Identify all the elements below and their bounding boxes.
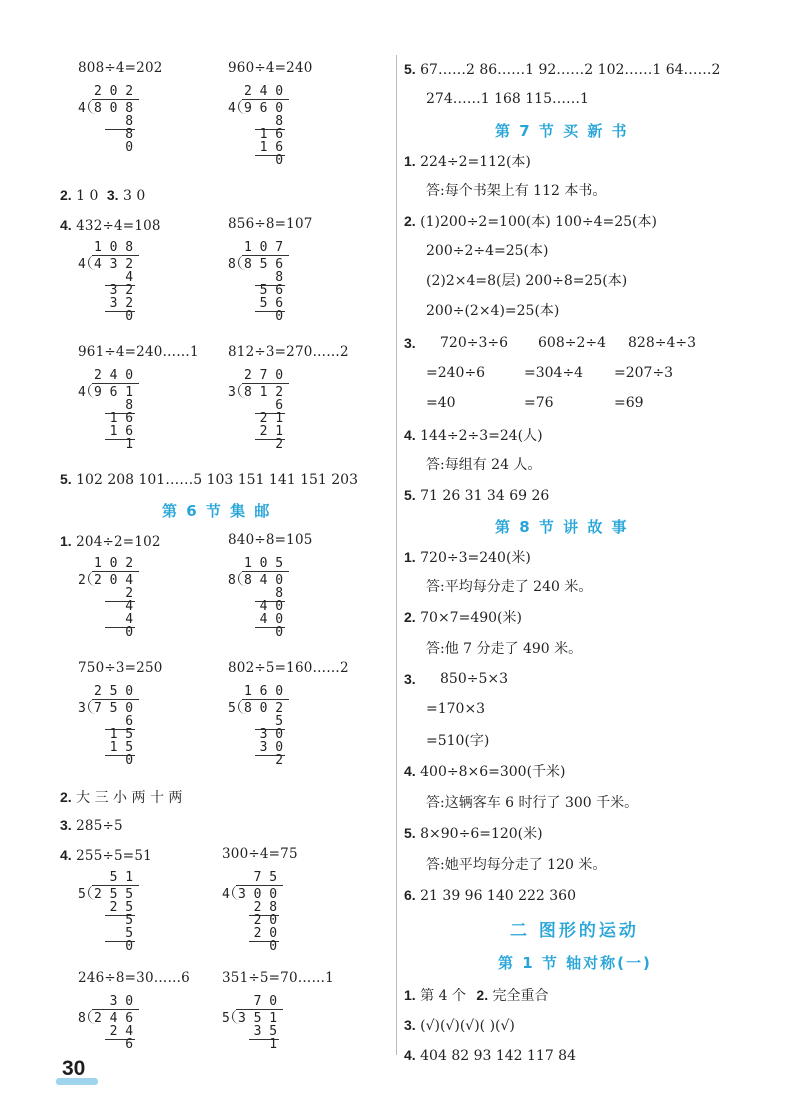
answer-sentence: 答:平均每分走了 240 米。	[426, 579, 593, 595]
equation: 224÷2=112(本)	[420, 154, 531, 170]
equation: 856÷8=107	[228, 216, 313, 232]
equation: 850÷5×3	[440, 671, 508, 687]
ld-step: 2 4	[109, 1024, 134, 1039]
answer-text: 404 82 93 142 117 84	[420, 1048, 576, 1064]
answer-item	[404, 608, 522, 627]
equation: 750÷3=250	[78, 660, 163, 676]
answer-item	[404, 548, 531, 567]
answer-item	[60, 532, 161, 551]
item-number: 4.	[60, 847, 72, 863]
equation: 608÷2÷4	[538, 335, 606, 351]
ld-step: 4 0	[259, 599, 284, 614]
ld-step: 5	[275, 714, 284, 729]
ld-step: 8	[275, 270, 284, 285]
ld-step: 1 6	[109, 411, 134, 426]
ld-dividend: 8 4 0	[244, 573, 284, 588]
ld-step: 1	[125, 437, 134, 452]
item-number: 2.	[404, 609, 416, 625]
ld-quotient: 2 7 0	[244, 368, 284, 383]
answer-item	[404, 152, 531, 171]
item-number: 1.	[404, 987, 416, 1003]
ld-top-bar	[236, 1009, 283, 1010]
answer-item	[404, 60, 720, 79]
item-number: 5.	[404, 61, 416, 77]
ld-quotient: 7 0	[253, 994, 278, 1009]
ld-divisor: 4	[222, 887, 230, 902]
ld-dividend: 7 5 0	[94, 701, 134, 716]
answer-text: 大 三 小 两 十 两	[76, 790, 183, 806]
ld-step: 0	[125, 140, 134, 155]
ld-step: 5 6	[259, 296, 284, 311]
column-divider	[396, 55, 397, 1055]
ld-top-bar	[242, 383, 289, 384]
answer-text: 1 0	[76, 188, 99, 204]
equation: 200÷2÷4=25(本)	[426, 243, 549, 259]
equation: 828÷4÷3	[628, 335, 696, 351]
item-number: 5.	[404, 487, 416, 503]
equation: =170×3	[426, 701, 486, 717]
item-number: 3.	[404, 671, 416, 687]
ld-dividend: 9 6 0	[244, 101, 284, 116]
ld-step: 5 6	[259, 283, 284, 298]
ld-top-bar	[242, 699, 289, 700]
ld-step: 8	[125, 114, 134, 129]
equation: 960÷4=240	[228, 60, 313, 76]
ld-dividend: 8 0 8	[94, 101, 134, 116]
ld-step: 6	[125, 1037, 134, 1052]
ld-step: 4	[125, 270, 134, 285]
answer-item	[60, 788, 182, 807]
equation: =76	[524, 395, 554, 411]
equation: (1)200÷2=100(本) 100÷4=25(本)	[420, 214, 657, 230]
answer-sentence: 答:每个书架上有 112 本书。	[426, 183, 607, 199]
item-number: 2.	[476, 987, 489, 1003]
ld-step: 5	[125, 926, 134, 941]
equation: 961÷4=240……1	[78, 344, 199, 360]
ld-top-bar	[236, 885, 283, 886]
ld-step: 8	[275, 114, 284, 129]
ld-step: 0	[125, 939, 134, 954]
item-number: 1.	[60, 533, 72, 549]
equation: 808÷4=202	[78, 60, 163, 76]
item-number: 4.	[404, 427, 416, 443]
item-number: 4.	[404, 763, 416, 779]
equation: 300÷4=75	[222, 846, 298, 862]
item-number: 2.	[404, 213, 416, 229]
item-number: 3.	[404, 335, 416, 351]
ld-quotient: 2 4 0	[244, 84, 284, 99]
ld-step: 4	[125, 612, 134, 627]
answer-item	[404, 212, 657, 231]
answer-item	[404, 486, 549, 505]
answer-item	[404, 762, 566, 781]
ld-dividend: 8 0 2	[244, 701, 284, 716]
ld-step: 0	[125, 753, 134, 768]
section-title: 第 8 节 讲 故 事	[495, 518, 629, 536]
ld-divisor: 4	[228, 101, 236, 116]
ld-divisor: 8	[228, 573, 236, 588]
ld-quotient: 1 0 7	[244, 240, 284, 255]
answer-item	[60, 846, 152, 865]
ld-step: 2 5	[109, 900, 134, 915]
ld-dividend: 2 4 6	[94, 1011, 134, 1026]
section-title: 第 7 节 买 新 书	[495, 122, 629, 140]
ld-step: 1	[269, 1037, 278, 1052]
ld-top-bar	[92, 99, 139, 100]
item-number: 2.	[60, 187, 72, 203]
ld-top-bar	[92, 571, 139, 572]
section-title: 第 1 节 轴对称(一)	[498, 954, 652, 972]
item-number: 3.	[404, 1017, 416, 1033]
ld-quotient: 2 4 0	[94, 368, 134, 383]
ld-divisor: 5	[228, 701, 236, 716]
ld-step: 4 0	[259, 612, 284, 627]
item-number: 2.	[60, 789, 72, 805]
answer-item	[60, 816, 123, 835]
ld-step: 2	[275, 437, 284, 452]
equation: 400÷8×6=300(千米)	[420, 764, 566, 780]
ld-step: 1 5	[109, 727, 134, 742]
ld-divisor: 8	[78, 1011, 86, 1026]
answer-item	[404, 986, 549, 1005]
unit-title: 二 图形的运动	[510, 921, 639, 941]
answer-text: 3 0	[123, 188, 146, 204]
ld-step: 5	[125, 913, 134, 928]
equation: 204÷2=102	[76, 534, 161, 550]
ld-step: 3 2	[109, 283, 134, 298]
answer-text: 71 26 31 34 69 26	[420, 488, 550, 504]
ld-dividend: 9 6 1	[94, 385, 134, 400]
ld-dividend: 8 5 6	[244, 257, 284, 272]
section-title: 第 6 节 集 邮	[162, 502, 272, 520]
equation: 255÷5=51	[76, 848, 152, 864]
ld-top-bar	[92, 699, 139, 700]
ld-top-bar	[92, 885, 139, 886]
item-number: 4.	[404, 1047, 416, 1063]
equation: 246÷8=30……6	[78, 970, 190, 986]
answer-item	[404, 886, 576, 905]
answer-text: 完全重合	[492, 988, 549, 1004]
answer-text: 274……1 168 115……1	[426, 91, 589, 107]
ld-step: 0	[269, 939, 278, 954]
ld-divisor: 3	[78, 701, 86, 716]
item-number: 3.	[106, 187, 119, 203]
ld-step: 8	[275, 586, 284, 601]
ld-step: 8	[125, 127, 134, 142]
equation: 200÷(2×4)=25(本)	[426, 303, 560, 319]
ld-step: 2	[275, 753, 284, 768]
equation: 8×90÷6=120(米)	[420, 826, 543, 842]
ld-step: 2 1	[259, 411, 284, 426]
ld-step: 1 6	[259, 140, 284, 155]
answer-sentence: 答:每组有 24 人。	[426, 457, 542, 473]
answer-item	[404, 426, 543, 445]
ld-divisor: 4	[78, 385, 86, 400]
ld-quotient: 1 0 8	[94, 240, 134, 255]
equation: 144÷2÷3=24(人)	[420, 428, 543, 444]
ld-divisor: 4	[78, 101, 86, 116]
item-number: 1.	[404, 549, 416, 565]
item-number-holder	[404, 670, 416, 689]
ld-top-bar	[92, 383, 139, 384]
ld-step: 6	[275, 398, 284, 413]
ld-step: 3 0	[259, 740, 284, 755]
answer-item	[60, 470, 358, 489]
item-number: 6.	[404, 887, 416, 903]
ld-step: 8	[125, 398, 134, 413]
equation: =40	[426, 395, 456, 411]
ld-top-bar	[242, 99, 289, 100]
ld-divisor: 5	[222, 1011, 230, 1026]
ld-divisor: 5	[78, 887, 86, 902]
answer-sentence: 答:他 7 分走了 490 米。	[426, 641, 583, 657]
ld-step: 0	[275, 309, 284, 324]
ld-quotient: 7 5	[253, 870, 278, 885]
ld-step: 4	[125, 599, 134, 614]
ld-quotient: 2 5 0	[94, 684, 134, 699]
ld-step: 6	[125, 714, 134, 729]
ld-step: 2 0	[253, 913, 278, 928]
answer-text: 67……2 86……1 92……2 102……1 64……2	[420, 62, 721, 78]
answer-sentence: 答:她平均每分走了 120 米。	[426, 857, 607, 873]
equation: =240÷6	[426, 365, 486, 381]
equation: 802÷5=160……2	[228, 660, 349, 676]
ld-step: 0	[275, 625, 284, 640]
page-number: 30	[62, 1057, 86, 1080]
ld-top-bar	[92, 1009, 139, 1010]
ld-step: 1 6	[109, 424, 134, 439]
ld-divisor: 3	[228, 385, 236, 400]
answer-text: 第 4 个	[420, 988, 466, 1004]
equation: =207÷3	[614, 365, 674, 381]
answer-text: 285÷5	[76, 818, 123, 834]
equation: 840÷8=105	[228, 532, 313, 548]
ld-divisor: 4	[78, 257, 86, 272]
equation: =304÷4	[524, 365, 584, 381]
answer-item	[404, 1016, 515, 1035]
equation: (2)2×4=8(层) 200÷8=25(本)	[426, 273, 628, 289]
equation: 720÷3=240(米)	[420, 550, 531, 566]
ld-dividend: 3 0 0	[238, 887, 278, 902]
item-number-holder	[404, 334, 416, 353]
ld-quotient: 3 0	[109, 994, 134, 1009]
ld-step: 1 6	[259, 127, 284, 142]
ld-step: 2 0	[253, 926, 278, 941]
answer-text: 102 208 101……5 103 151 141 151 203	[76, 472, 358, 488]
answer-text: 21 39 96 140 222 360	[420, 888, 576, 904]
ld-quotient: 2 0 2	[94, 84, 134, 99]
ld-top-bar	[242, 255, 289, 256]
equation: 432÷4=108	[76, 218, 161, 234]
ld-step: 2 1	[259, 424, 284, 439]
ld-top-bar	[92, 255, 139, 256]
answer-sentence: 答:这辆客车 6 时行了 300 千米。	[426, 795, 639, 811]
item-number: 5.	[60, 471, 72, 487]
ld-dividend: 3 5 1	[238, 1011, 278, 1026]
ld-top-bar	[242, 571, 289, 572]
answer-item	[60, 186, 145, 205]
item-number: 3.	[60, 817, 72, 833]
ld-step: 3 2	[109, 296, 134, 311]
ld-divisor: 2	[78, 573, 86, 588]
equation: 812÷3=270……2	[228, 344, 349, 360]
ld-step: 1 5	[109, 740, 134, 755]
ld-dividend: 8 1 2	[244, 385, 284, 400]
ld-step: 3 0	[259, 727, 284, 742]
ld-step: 0	[275, 153, 284, 168]
ld-dividend: 4 3 2	[94, 257, 134, 272]
ld-step: 3 5	[253, 1024, 278, 1039]
answer-text: (√)(√)(√)( )(√)	[420, 1018, 515, 1034]
answer-item	[60, 216, 161, 235]
item-number: 5.	[404, 825, 416, 841]
ld-step: 0	[125, 625, 134, 640]
ld-quotient: 1 0 5	[244, 556, 284, 571]
ld-step: 2	[125, 586, 134, 601]
ld-divisor: 8	[228, 257, 236, 272]
ld-dividend: 2 0 4	[94, 573, 134, 588]
item-number: 4.	[60, 217, 72, 233]
equation: =510(字)	[426, 733, 490, 749]
equation: 70×7=490(米)	[420, 610, 522, 626]
ld-quotient: 5 1	[109, 870, 134, 885]
answer-item	[404, 1046, 576, 1065]
equation: 720÷3÷6	[440, 335, 508, 351]
ld-quotient: 1 0 2	[94, 556, 134, 571]
ld-quotient: 1 6 0	[244, 684, 284, 699]
ld-step: 2 8	[253, 900, 278, 915]
ld-step: 0	[125, 309, 134, 324]
equation: =69	[614, 395, 644, 411]
item-number: 1.	[404, 153, 416, 169]
answer-item	[404, 824, 543, 843]
ld-dividend: 2 5 5	[94, 887, 134, 902]
equation: 351÷5=70……1	[222, 970, 334, 986]
